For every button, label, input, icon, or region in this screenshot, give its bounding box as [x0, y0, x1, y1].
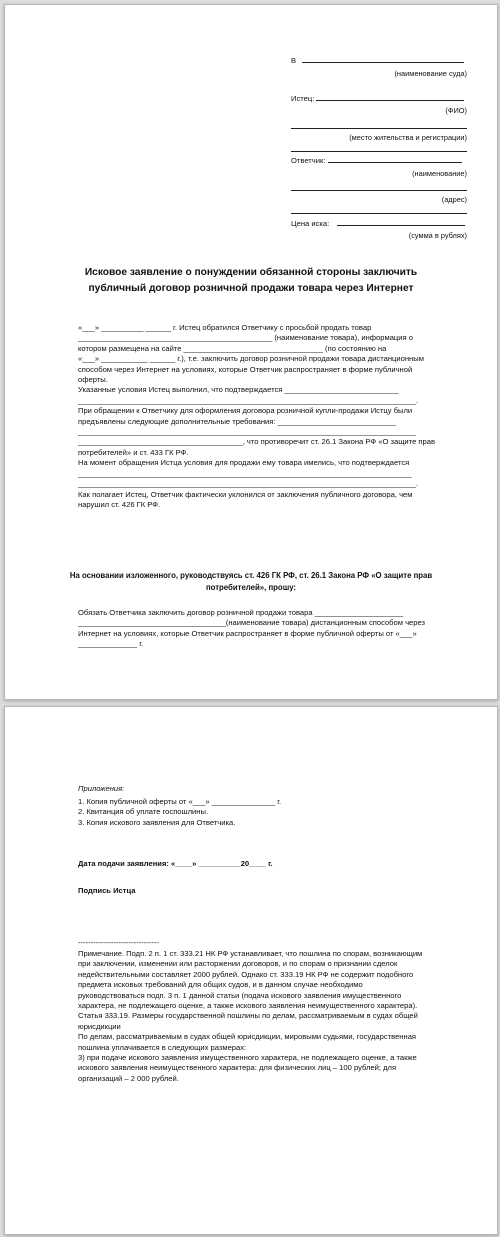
note-line: при заключении, изменении или расторжении договоров, и по спорам о признании сделок — [78, 959, 398, 969]
claim-price-line — [291, 218, 467, 229]
basis-line-1: На основании изложенного, руководствуясь ст. 426 ГК РФ, ст. 26.1 Закона РФ «О защите прав — [69, 571, 433, 580]
attachment-item: 1. Копия публичной оферты от «___» _______________ г. — [78, 797, 282, 806]
body-text — [78, 323, 458, 510]
court-hint: (наименование суда) — [394, 69, 467, 78]
residence-hint: (место жительства и регистрации) — [349, 133, 467, 142]
note-line: пошлина уплачивается в следующих размерах: — [78, 1042, 247, 1052]
filing-date: Дата подачи заявления: «____» __________20____ г. — [78, 859, 273, 868]
note-line: характера, не подлежащего оценке, а также искового заявления неимущественного характера). — [78, 1001, 418, 1011]
note-line: Статья 333.19. Размеры государственной пошлины по делам, рассматриваемым в судах общей — [78, 1011, 418, 1021]
request-line: ___________________________________(наименование товара) дистанционным способом через — [78, 618, 426, 628]
footnote-separator: -------------------------------- — [78, 938, 159, 947]
body-line: нарушил ст. 426 ГК РФ. — [78, 499, 161, 509]
defendant-label: Ответчик: — [291, 156, 326, 165]
note-line: юрисдикции — [78, 1021, 121, 1031]
body-line: предъявлены следующие дополнительные требования: ____________________________ — [78, 416, 396, 426]
to-label: В — [291, 56, 297, 65]
note-line: Примечание. Подп. 2 п. 1 ст. 333.21 НК РФ устанавливает, что пошлина по спорам, возникающим — [78, 949, 423, 958]
defendant-line — [291, 155, 467, 166]
body-line: «___» __________ ______ г. Истец обратился Ответчику с просьбой продать товар — [78, 323, 372, 332]
body-line: При обращении к Ответчику для оформления договора розничной купли-продажи Истцу были — [78, 406, 413, 416]
request-line: Интернет на условиях, которые Ответчик распространяет в форме публичной оферты от «___» — [78, 628, 417, 638]
body-line: котором размещена на сайте _________________________________ (по состоянию на — [78, 343, 387, 353]
fio-hint: (ФИО) — [445, 106, 467, 115]
attachment-item: 2. Квитанция об уплате госпошлины. — [78, 807, 209, 817]
note-line: руководствоваться подп. 3 п. 1 данной статьи (подача искового заявления имущественного — [78, 990, 402, 1000]
attachment-item: 3. Копия искового заявления для Ответчика. — [78, 817, 236, 827]
plaintiff-label: Истец: — [291, 94, 315, 103]
body-line: _______________________________________________________________________________ — [78, 468, 412, 478]
sum-hint: (сумма в рублях) — [408, 231, 467, 240]
body-line: ________________________________________________________________________________. — [78, 395, 418, 405]
request-line: Обязать Ответчика заключить договор розничной продажи товара _____________________ — [78, 608, 404, 617]
body-line: потребителей» и ст. 433 ГК РФ. — [78, 447, 189, 457]
request-text — [78, 608, 458, 650]
body-line: способом через Интернет на условиях, которые Ответчик распространяет в форме публичной — [78, 364, 413, 374]
note-line: организаций – 2 000 рублей. — [78, 1073, 179, 1083]
body-line: Указанные условия Истец выполнил, что подтверждается ___________________________ — [78, 385, 399, 395]
note-line: По делам, рассматриваемым в судах общей юрисдикции, мировыми судьями, государственная — [78, 1032, 417, 1042]
attachments-list — [78, 797, 458, 828]
document-title-line-2: публичный договор розничной продажи товара через Интернет — [88, 283, 414, 294]
body-line: ______________________________________________ (наименование товара), информация о — [78, 333, 413, 343]
court-line — [291, 55, 467, 66]
attachments-title: Приложения: — [78, 784, 125, 793]
body-line: На момент обращения Истца условия для продажи ему товара имелись, что подтверждается — [78, 458, 410, 468]
body-line: «___» ___________ ______ г.), т.е. заключить договор розничной продажи товара дистанционным — [78, 354, 424, 364]
basis-line-2: потребителей», прошу: — [205, 583, 297, 592]
note-line: недействительными составляет 2000 рублей. Однако ст. 333.19 НК РФ не содержит подобного — [78, 969, 414, 979]
note-line: искового заявления неимущественного характера: для физических лиц – 100 рублей; для — [78, 1063, 397, 1073]
document-page-1 — [4, 4, 498, 700]
document-title-line-1: Исковое заявление о понуждении обязанной стороны заключить — [84, 267, 418, 278]
note-line: 3) при подаче искового заявления имущественного характера, не подлежащего оценке, а также — [78, 1053, 417, 1063]
residence-rule — [291, 128, 467, 129]
body-line: Как полагает Истец, Ответчик фактически уклонился от заключения публичного договора, чем — [78, 489, 413, 499]
body-line: _______________________________________, что противоречит ст. 26.1 Закона РФ «О защите прав — [78, 437, 435, 447]
body-line: оферты. — [78, 375, 108, 385]
name-hint: (наименование) — [412, 169, 467, 178]
document-page-2 — [4, 706, 498, 1235]
request-line: ______________ г. — [78, 639, 144, 649]
plaintiff-line — [291, 93, 467, 104]
claim-price-label: Цена иска: — [291, 219, 330, 228]
residence-rule-2 — [291, 151, 467, 152]
body-line: ________________________________________________________________________________. — [78, 479, 418, 489]
signature-label: Подпись Истца — [78, 886, 136, 895]
address-rule-2 — [291, 213, 467, 214]
address-rule — [291, 190, 467, 191]
body-line: ________________________________________________________________________________ — [78, 427, 416, 437]
address-hint: (адрес) — [441, 195, 467, 204]
note-text — [78, 949, 458, 1084]
note-line: предмета исковых требований для общих судов, и в данном случае необходимо — [78, 980, 363, 990]
